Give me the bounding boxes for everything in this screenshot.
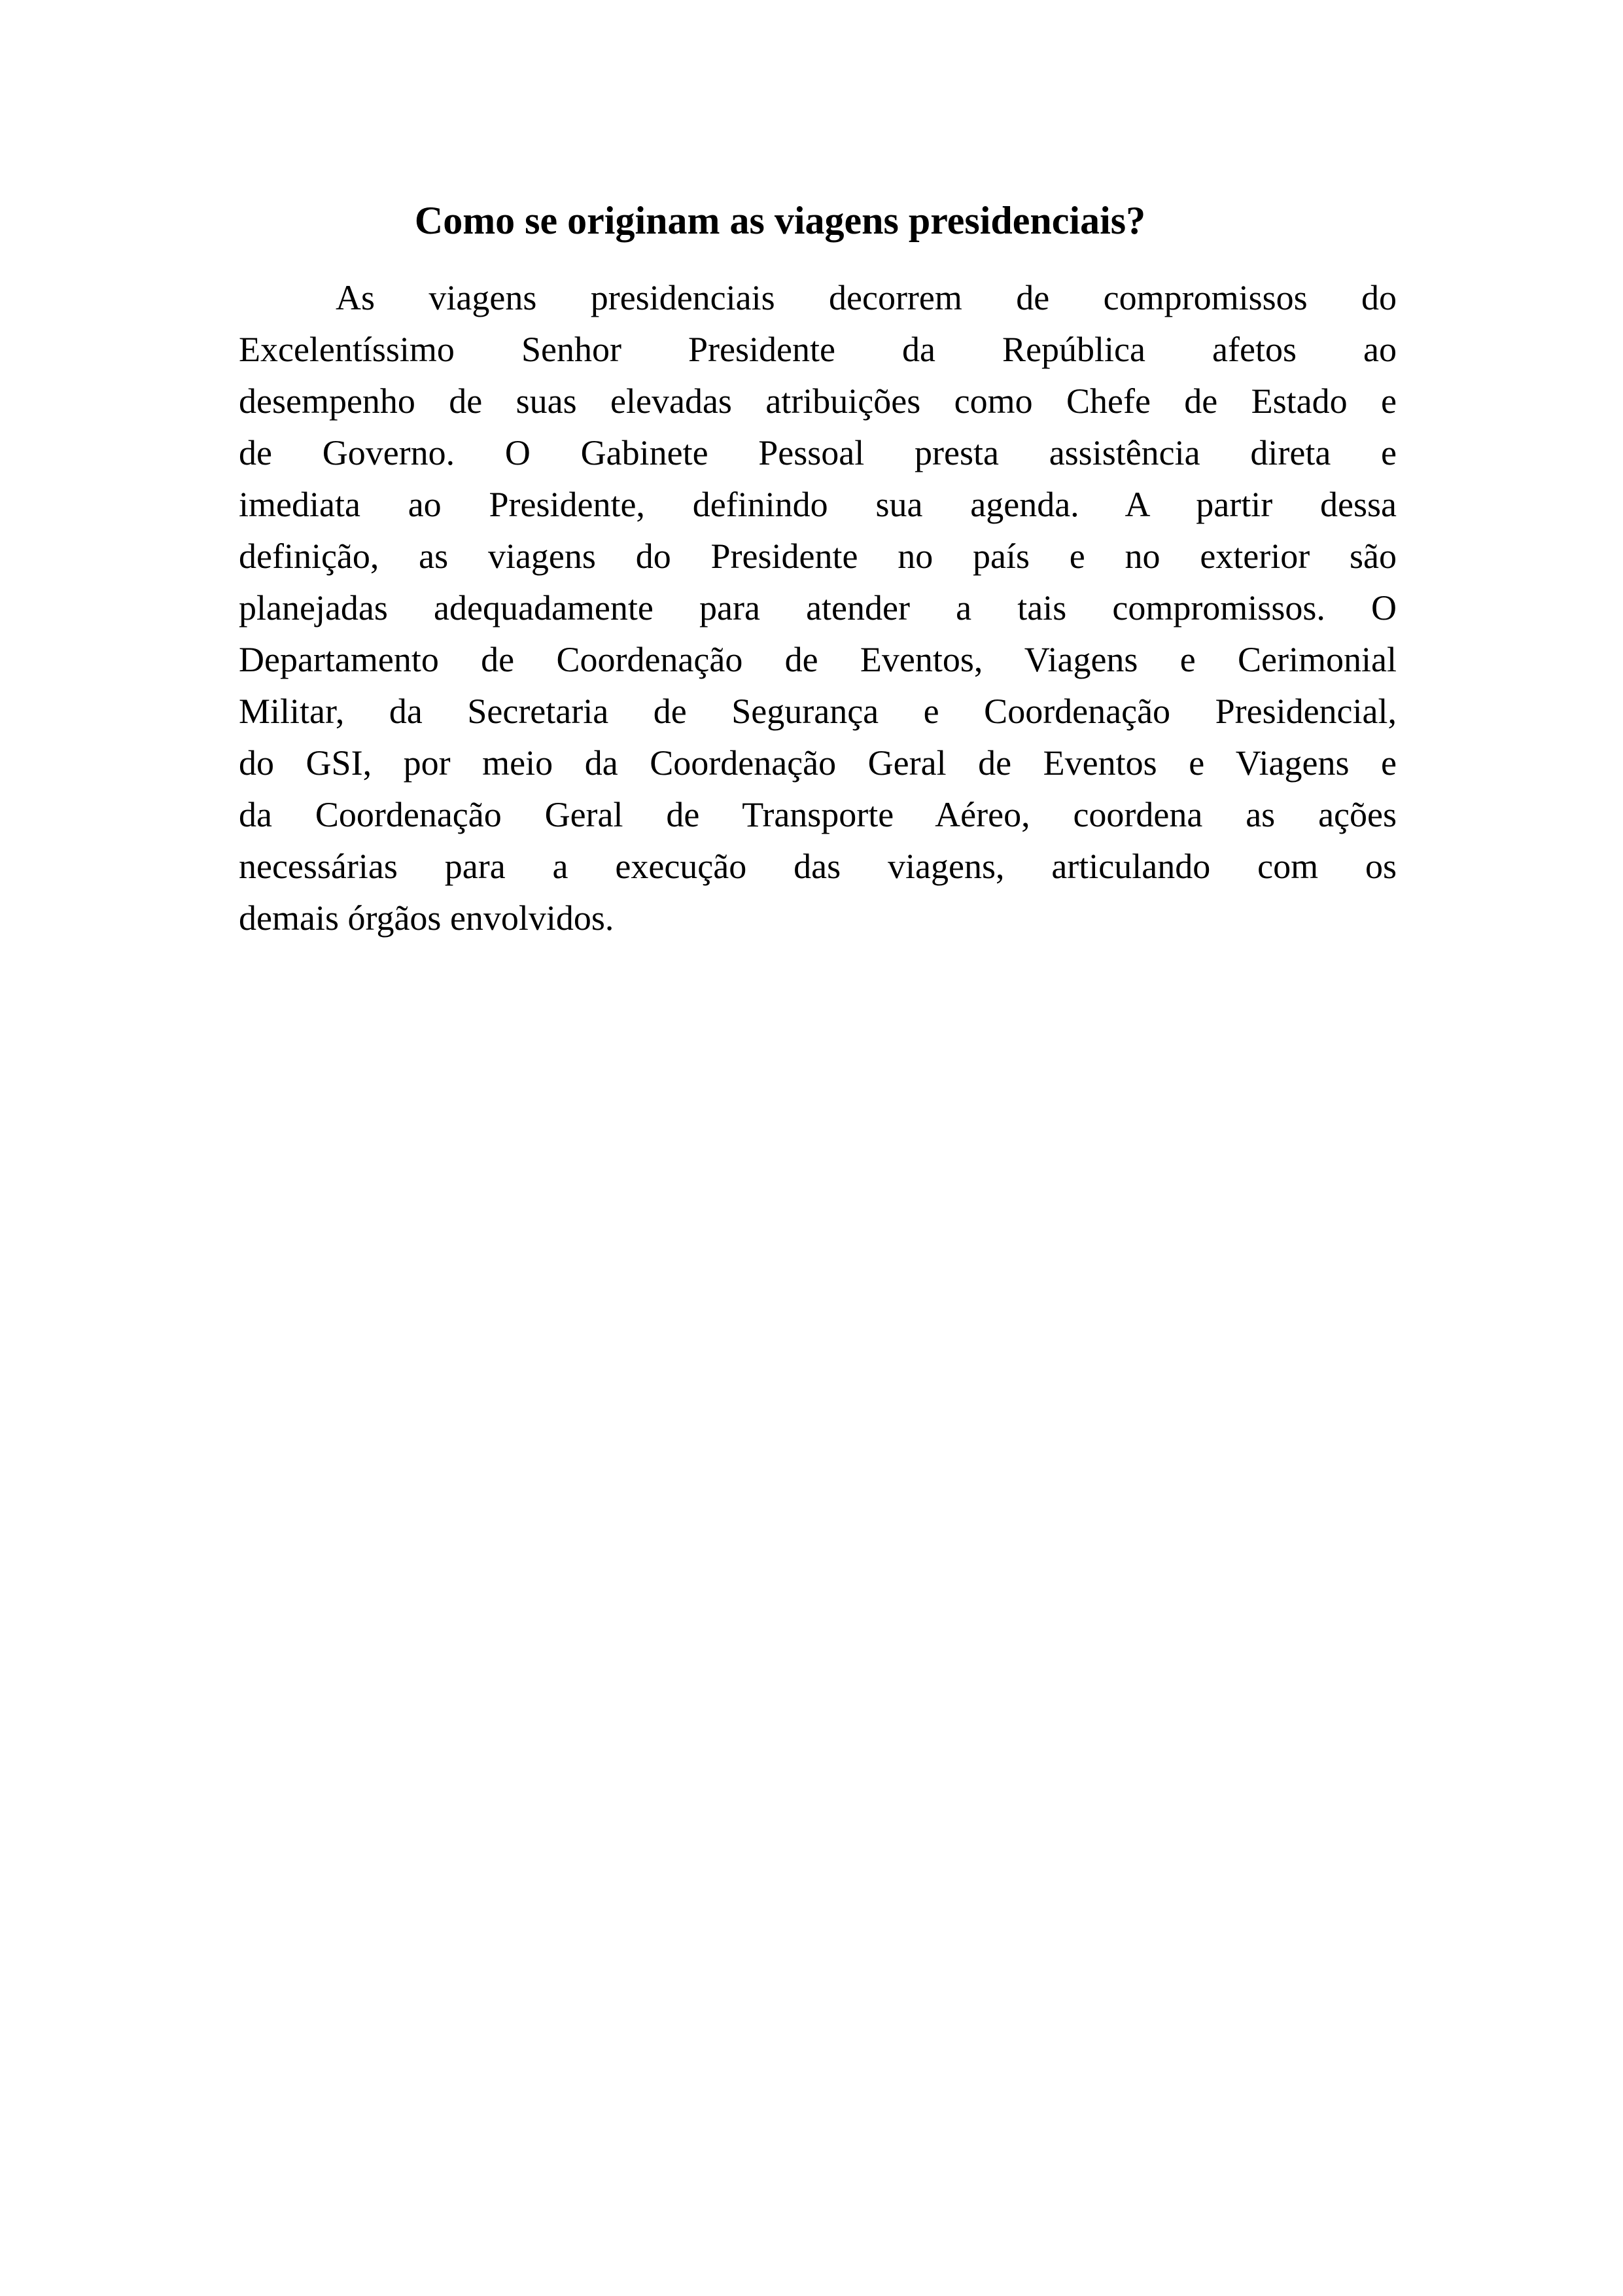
paragraph-line: imediata ao Presidente, definindo sua agenda. A partir dessa: [239, 485, 1397, 524]
paragraph-line: da Coordenação Geral de Transporte Aéreo, coordena as ações: [239, 795, 1397, 834]
paragraph-line: Departamento de Coordenação de Eventos, Viagens e Cerimonial: [239, 640, 1397, 679]
paragraph-line: planejadas adequadamente para atender a tais compromissos. O: [239, 588, 1397, 627]
page-title: Como se originam as viagens presidenciais?: [414, 199, 1146, 242]
paragraph-line: Militar, da Secretaria de Segurança e Coordenação Presidencial,: [239, 692, 1397, 731]
paragraph-line: de Governo. O Gabinete Pessoal presta assistência direta e: [239, 433, 1397, 472]
paragraph-line: do GSI, por meio da Coordenação Geral de Eventos e Viagens e: [239, 743, 1397, 783]
paragraph-line: necessárias para a execução das viagens, articulando com os: [239, 847, 1397, 886]
document-content: [239, 194, 1397, 944]
paragraph: [239, 272, 1397, 944]
paragraph-line: Excelentíssimo Senhor Presidente da República afetos ao: [239, 330, 1397, 369]
paragraph-line: definição, as viagens do Presidente no país e no exterior são: [239, 537, 1397, 576]
paragraph-line: demais órgãos envolvidos.: [239, 898, 614, 938]
paragraph-line: desempenho de suas elevadas atribuições como Chefe de Estado e: [239, 381, 1397, 421]
paragraph-line: As viagens presidenciais decorrem de compromissos do: [336, 278, 1397, 317]
